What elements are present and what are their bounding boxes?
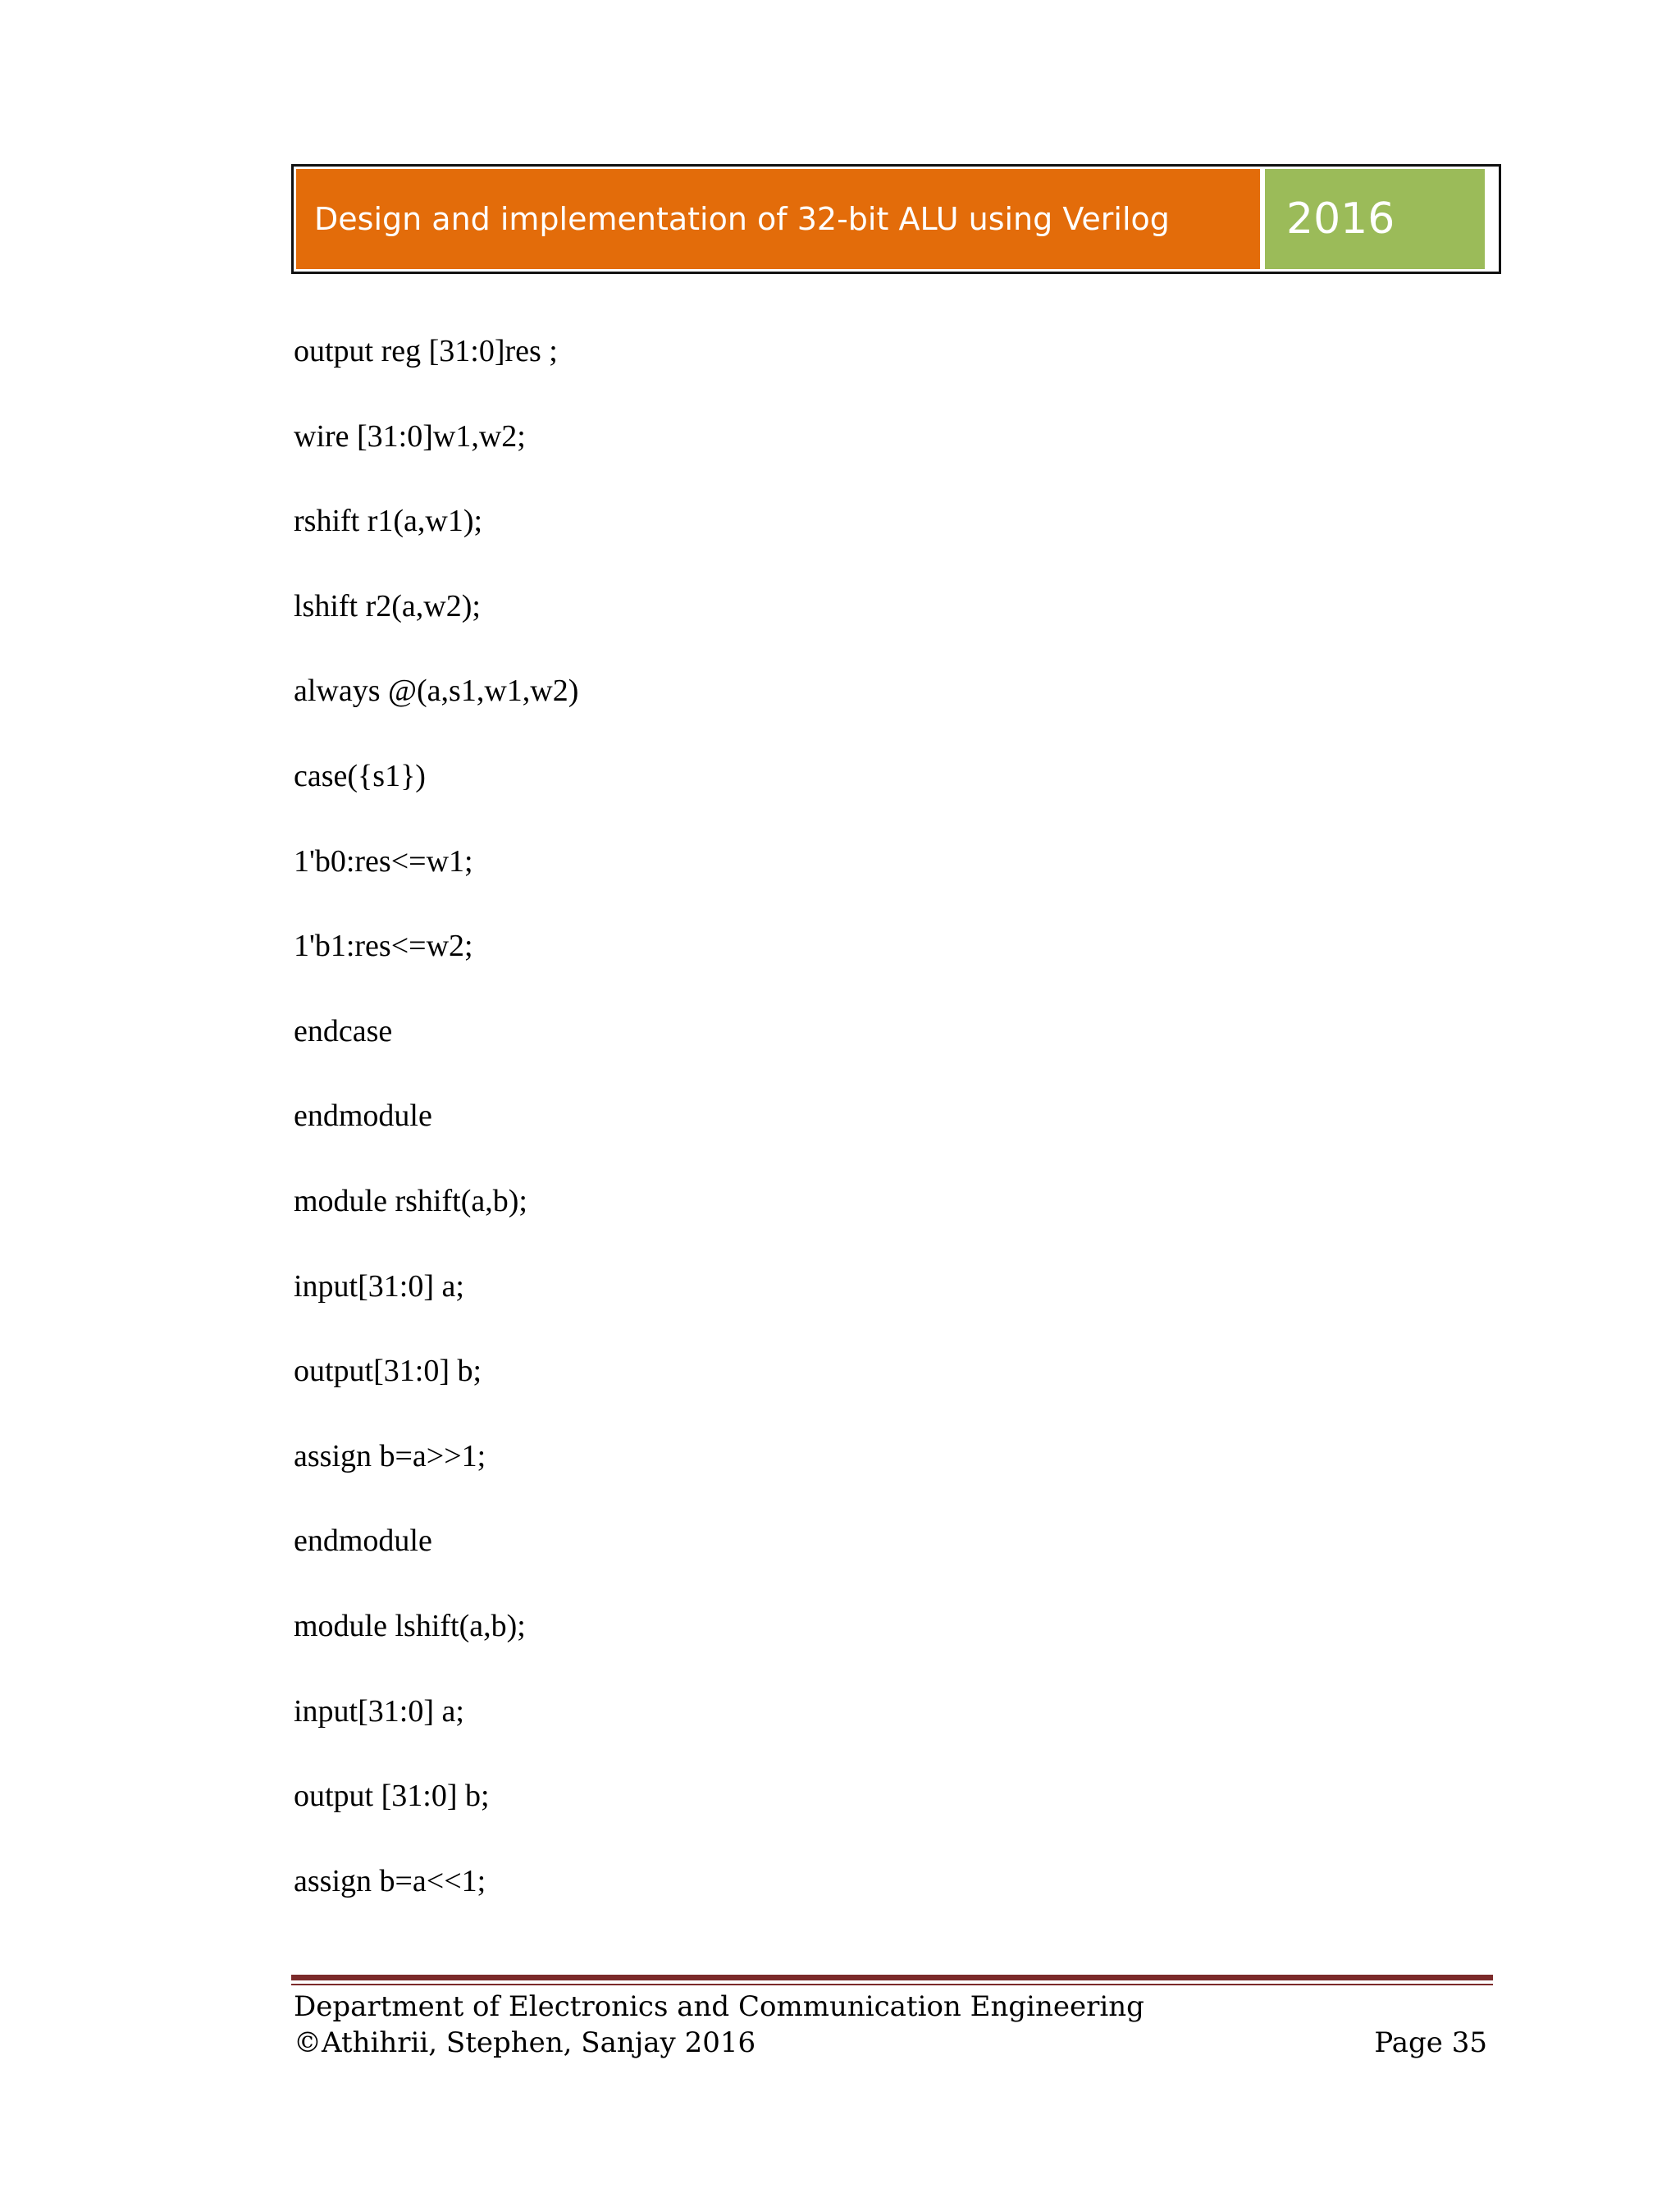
header-year-band (1265, 169, 1485, 269)
footer-divider-thick (291, 1975, 1493, 1980)
footer-page-number: Page 35 (1374, 2026, 1487, 2059)
code-line: input[31:0] a; (294, 1693, 464, 1729)
code-line: module rshift(a,b); (294, 1183, 527, 1218)
code-line: input[31:0] a; (294, 1268, 464, 1304)
code-line: 1'b0:res<=w1; (294, 843, 473, 879)
code-line: output [31:0] b; (294, 1779, 490, 1814)
footer-divider-thin (291, 1984, 1493, 1985)
code-line: lshift r2(a,w2); (294, 588, 481, 624)
code-line: wire [31:0]w1,w2; (294, 418, 526, 454)
code-line: output reg [31:0]res ; (294, 334, 558, 368)
code-line: output[31:0] b; (294, 1354, 482, 1389)
page-header (291, 164, 1501, 274)
code-line: always @(a,s1,w1,w2) (294, 674, 579, 709)
code-line: 1'b1:res<=w2; (294, 929, 473, 964)
code-line: case({s1}) (294, 758, 426, 793)
header-title: Design and implementation of 32-bit ALU using Verilog (314, 201, 1170, 237)
header-year: 2016 (1286, 194, 1395, 244)
code-line: assign b=a<<1; (294, 1863, 486, 1898)
code-line: endcase (294, 1013, 393, 1048)
code-line: endmodule (294, 1523, 432, 1559)
footer-department: Department of Electronics and Communication Engineering (294, 1990, 1144, 2023)
code-line: assign b=a>>1; (294, 1438, 486, 1473)
code-line: module lshift(a,b); (294, 1608, 526, 1643)
footer-copyright: ©Athihrii, Stephen, Sanjay 2016 (294, 2026, 756, 2059)
code-line: endmodule (294, 1099, 432, 1134)
verilog-code-listing (294, 327, 578, 1941)
code-line: rshift r1(a,w1); (294, 504, 483, 539)
header-title-band (296, 169, 1260, 269)
